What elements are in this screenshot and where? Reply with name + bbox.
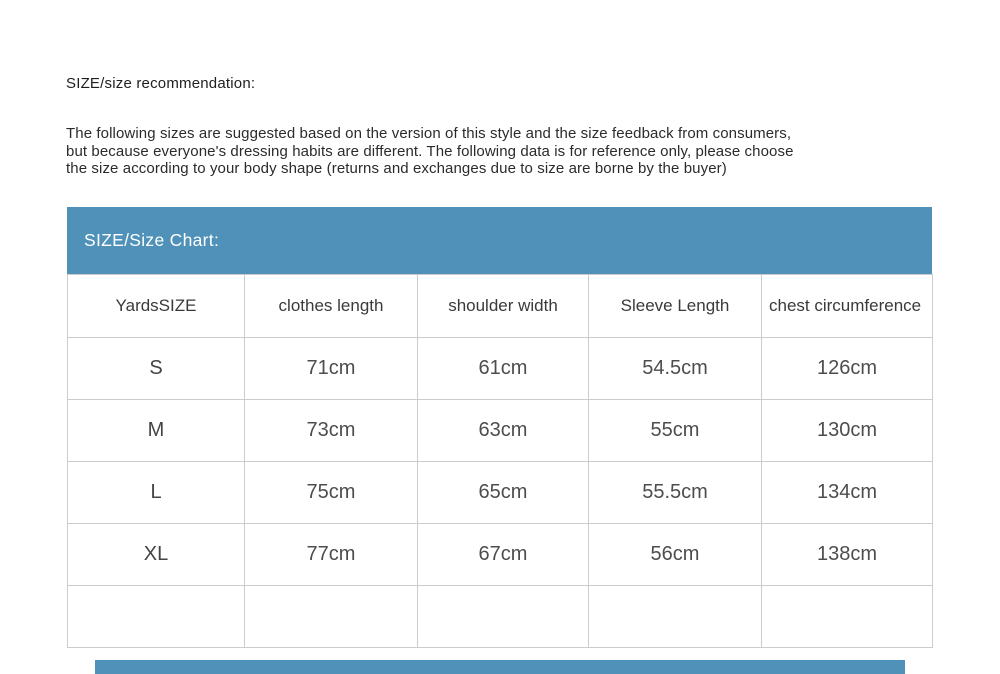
column-header-sleeve-length: Sleeve Length bbox=[589, 275, 762, 338]
cell-l-chest-circumference: 134cm bbox=[762, 462, 933, 524]
table-row bbox=[68, 338, 933, 400]
table-row bbox=[68, 462, 933, 524]
cell-size-xl: XL bbox=[68, 524, 245, 586]
cell-s-shoulder-width: 61cm bbox=[418, 338, 589, 400]
column-header-chest-circumference: chest circumference bbox=[762, 275, 933, 338]
table-row-empty bbox=[68, 586, 933, 648]
cell-l-sleeve-length: 55.5cm bbox=[589, 462, 762, 524]
cell-s-clothes-length: 71cm bbox=[245, 338, 418, 400]
cell-xl-sleeve-length: 56cm bbox=[589, 524, 762, 586]
table-header-row bbox=[68, 275, 933, 338]
description-line-1: The following sizes are suggested based on the version of this style and the size feedback from consumers, bbox=[66, 125, 792, 142]
cell-size-l: L bbox=[68, 462, 245, 524]
column-header-size: YardsSIZE bbox=[68, 275, 245, 338]
cell-l-shoulder-width: 65cm bbox=[418, 462, 589, 524]
cell-l-clothes-length: 75cm bbox=[245, 462, 418, 524]
cell-m-clothes-length: 73cm bbox=[245, 400, 418, 462]
cell-m-shoulder-width: 63cm bbox=[418, 400, 589, 462]
size-chart-table bbox=[67, 274, 933, 648]
section-heading: SIZE/size recommendation: bbox=[66, 75, 256, 92]
cell-size-m: M bbox=[68, 400, 245, 462]
column-header-shoulder-width: shoulder width bbox=[418, 275, 589, 338]
table-row bbox=[68, 400, 933, 462]
size-chart-header-bar bbox=[67, 207, 932, 274]
empty-cell bbox=[245, 586, 418, 648]
description-line-2: but because everyone's dressing habits are different. The following data is for reference only, please choose bbox=[66, 142, 794, 160]
cell-m-sleeve-length: 55cm bbox=[589, 400, 762, 462]
column-header-clothes-length: clothes length bbox=[245, 275, 418, 338]
empty-cell bbox=[762, 586, 933, 648]
cell-s-sleeve-length: 54.5cm bbox=[589, 338, 762, 400]
cell-m-chest-circumference: 130cm bbox=[762, 400, 933, 462]
empty-cell bbox=[68, 586, 245, 648]
size-description bbox=[66, 125, 794, 178]
cell-xl-shoulder-width: 67cm bbox=[418, 524, 589, 586]
table-row bbox=[68, 524, 933, 586]
description-line-3: the size according to your body shape (returns and exchanges due to size are borne by the buyer) bbox=[66, 160, 727, 177]
next-section-header-partial-bar bbox=[95, 660, 905, 674]
cell-s-chest-circumference: 126cm bbox=[762, 338, 933, 400]
size-chart-title: SIZE/Size Chart: bbox=[84, 230, 220, 250]
cell-xl-chest-circumference: 138cm bbox=[762, 524, 933, 586]
empty-cell bbox=[418, 586, 589, 648]
cell-xl-clothes-length: 77cm bbox=[245, 524, 418, 586]
cell-size-s: S bbox=[68, 338, 245, 400]
empty-cell bbox=[589, 586, 762, 648]
